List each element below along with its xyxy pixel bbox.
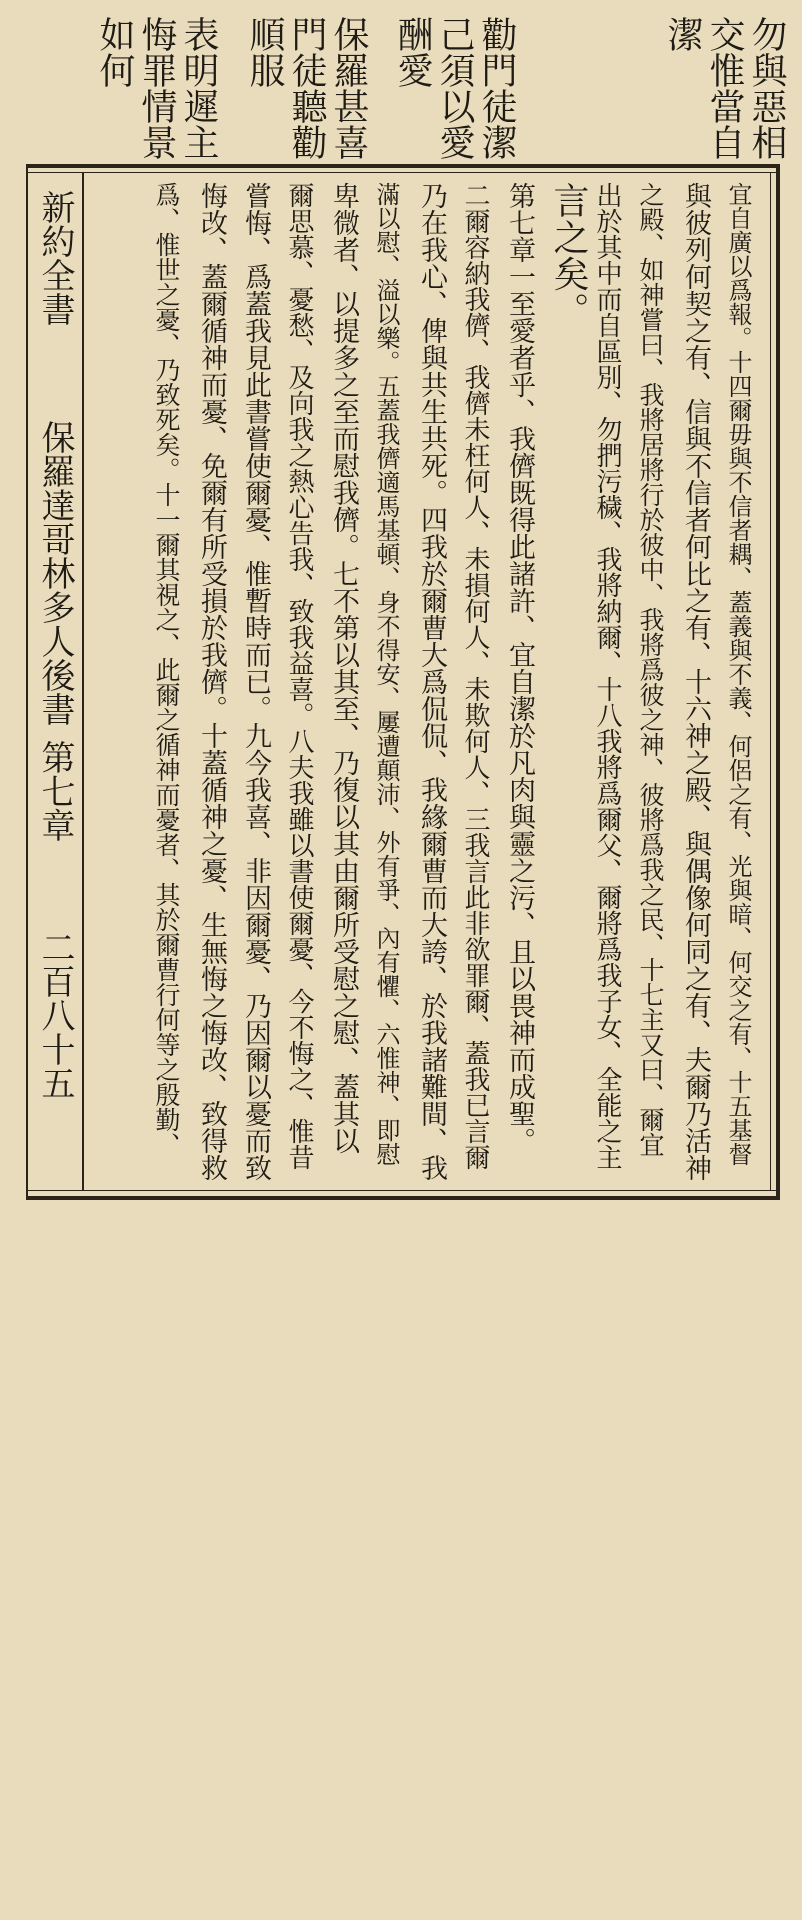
text-column-5: 言之矣。 (548, 182, 589, 329)
top-note-2: 交惟當自 (704, 16, 745, 160)
bottom-border-rule (26, 1196, 780, 1200)
gutter-divider-rule (82, 172, 84, 1190)
top-note-6: 酬愛 (392, 16, 433, 88)
top-note-7: 保羅甚喜 (328, 16, 369, 160)
top-note-9: 順服 (244, 16, 285, 88)
right-border-rule-thin (770, 172, 771, 1190)
chapter-label: 第七章 (35, 740, 75, 842)
text-column-4: 出於其中而自區別、勿捫污穢、我將納爾、十八我將爲爾父、爾將爲我子女、全能之主 (592, 182, 622, 1170)
top-note-12: 如何 (94, 16, 135, 88)
top-note-10: 表明遲主 (178, 16, 219, 160)
text-column-8: 乃在我心、俾與共生共死。四我於爾曹大爲侃侃、我緣爾曹而大誇、於我諸難間、我 (416, 182, 447, 1181)
text-column-9: 滿以慰、溢以樂。五蓋我儕適馬基頓、身不得安、屢遭顛沛、外有爭、內有懼、六惟神、即慰 (372, 182, 400, 1166)
right-border-rule (776, 164, 780, 1200)
top-border-rule-thin (26, 172, 780, 173)
text-column-11: 爾思慕、憂愁、及向我之熱心告我、致我益喜。八夫我雖以書使爾憂、今不悔之、惟昔 (284, 182, 314, 1170)
top-border-rule (26, 164, 780, 168)
text-column-10: 卑微者、以提多之至而慰我儕。七不第以其至、乃復以其由爾所受慰之慰、蓋其以 (328, 182, 359, 1154)
book-title: 新約全書 (35, 190, 75, 326)
text-column-6: 第七章一至愛者乎、我儕既得此諸許、宜自潔於凡肉與靈之污、且以畏神而成聖。 (504, 182, 535, 1154)
bottom-border-rule-thin (26, 1190, 780, 1191)
top-note-5: 己須以愛 (434, 16, 475, 160)
text-column-12: 嘗悔、爲蓋我見此書嘗使爾憂、惟暫時而已。九今我喜、非因爾憂、乃因爾以憂而致 (240, 182, 271, 1181)
text-column-14: 爲、惟世之憂、乃致死矣。十一爾其視之、此爾之循神而憂者、其於爾曹行何等之殷勤、 (152, 182, 181, 1157)
top-note-11: 悔罪情景 (136, 16, 177, 160)
text-column-7: 二爾容納我儕、我儕未枉何人、未損何人、未欺何人、三我言此非欲罪爾、蓋我已言爾 (460, 182, 490, 1170)
text-column-13: 悔改、蓋爾循神而憂、免爾有所受損於我儕。十蓋循神之憂、生無悔之悔改、致得救 (196, 182, 227, 1181)
running-title: 保羅達哥林多人後書 (35, 420, 75, 726)
text-column-2: 與彼列何契之有、信與不信者何比之有、十六神之殿、與偶像何同之有、夫爾乃活神 (680, 182, 711, 1181)
top-note-1: 勿與惡相 (746, 16, 787, 160)
left-border-rule (26, 164, 28, 1200)
top-note-4: 勸門徒潔 (476, 16, 517, 160)
text-column-1: 宜自廣以爲報。十四爾毋與不信者耦、蓋義與不義、何侶之有、光與暗、何交之有、十五基督 (724, 182, 752, 1166)
page-number: 二百八十五 (35, 930, 75, 1100)
top-note-8: 門徒聽勸 (286, 16, 327, 160)
text-column-3: 之殿、如神嘗曰、我將居將行於彼中、我將爲彼之神、彼將爲我之民、十七主又曰、爾宜 (636, 182, 665, 1157)
top-note-3: 潔 (662, 16, 703, 52)
